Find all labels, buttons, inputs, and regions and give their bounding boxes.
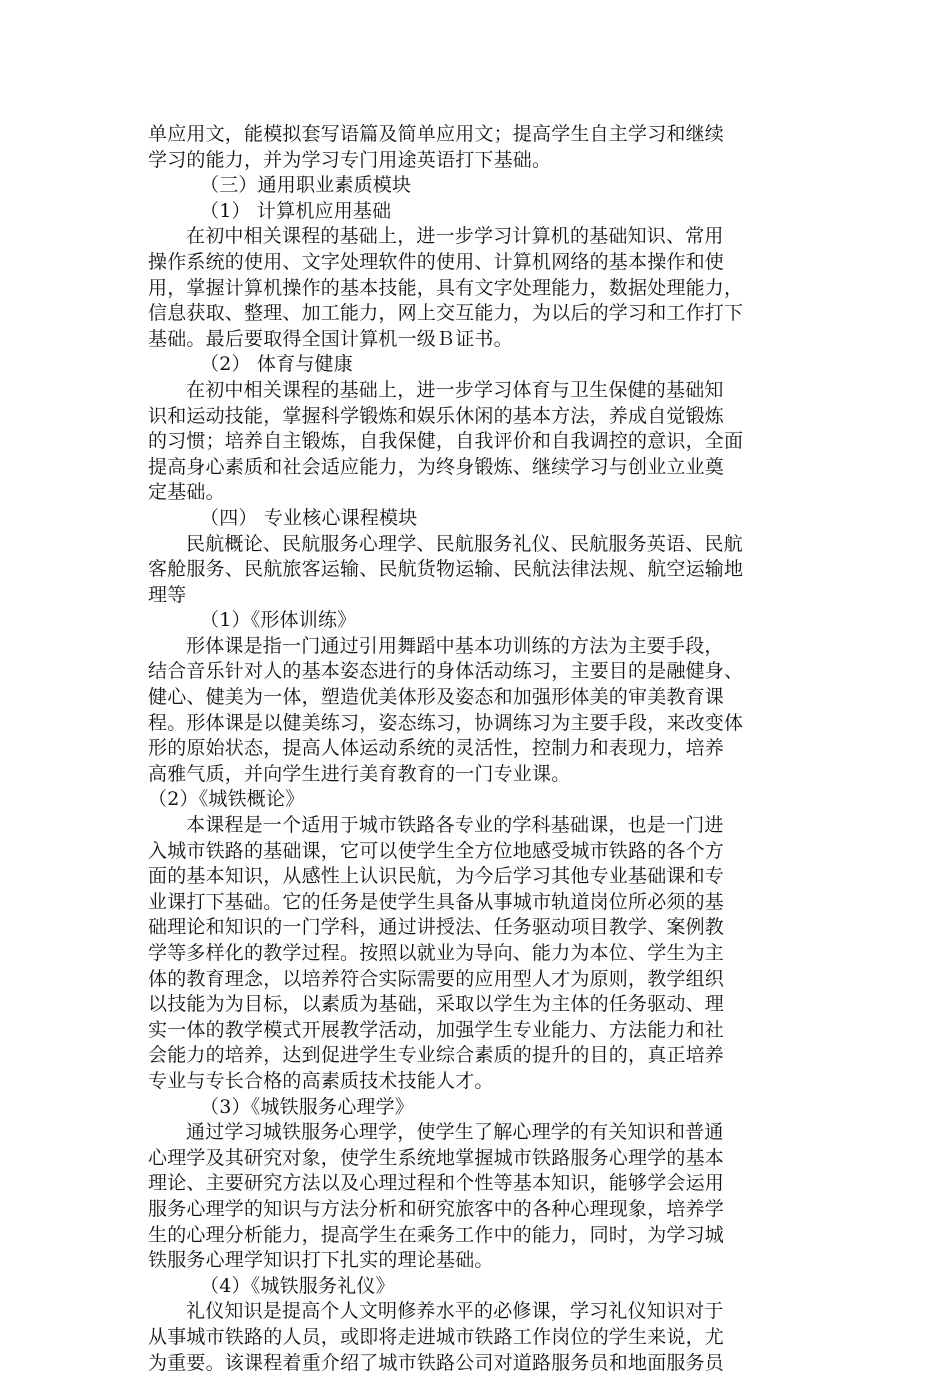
- text-line: 业课打下基础。它的任务是使学生具备从事城市轨道岗位所必须的基: [148, 890, 808, 916]
- text-line: （3）《城铁服务心理学》: [148, 1095, 808, 1121]
- text-line: 操作系统的使用、文字处理软件的使用、计算机网络的基本操作和使: [148, 250, 808, 276]
- text-line: 形的原始状态，提高人体运动系统的灵活性，控制力和表现力，培养: [148, 736, 808, 762]
- text-line: 基础。最后要取得全国计算机一级Ｂ证书。: [148, 327, 808, 353]
- text-line: （1）《形体训练》: [148, 608, 808, 634]
- text-line: （三）通用职业素质模块: [148, 173, 808, 199]
- text-line: 服务心理学的知识与方法分析和研究旅客中的各种心理现象，培养学: [148, 1197, 808, 1223]
- text-line: 学等多样化的教学过程。按照以就业为导向、能力为本位、学生为主: [148, 941, 808, 967]
- text-line: 高雅气质，并向学生进行美育教育的一门专业课。: [148, 762, 808, 788]
- text-line: 在初中相关课程的基础上，进一步学习计算机的基础知识、常用: [148, 224, 808, 250]
- text-line: 实一体的教学模式开展教学活动，加强学生专业能力、方法能力和社: [148, 1018, 808, 1044]
- text-line: （2）《城铁概论》: [148, 787, 808, 813]
- text-line: 形体课是指一门通过引用舞蹈中基本功训练的方法为主要手段，: [148, 634, 808, 660]
- text-line: （四） 专业核心课程模块: [148, 506, 808, 532]
- text-line: 程。形体课是以健美练习，姿态练习，协调练习为主要手段，来改变体: [148, 711, 808, 737]
- text-line: 单应用文，能模拟套写语篇及简单应用文；提高学生自主学习和继续: [148, 122, 808, 148]
- text-line: 心理学及其研究对象，使学生系统地掌握城市铁路服务心理学的基本: [148, 1146, 808, 1172]
- text-line: 从事城市铁路的人员，或即将走进城市铁路工作岗位的学生来说，尤: [148, 1325, 808, 1351]
- text-line: 为重要。该课程着重介绍了城市铁路公司对道路服务员和地面服务员: [148, 1351, 808, 1376]
- text-line: 会能力的培养，达到促进学生专业综合素质的提升的目的，真正培养: [148, 1043, 808, 1069]
- text-line: 定基础。: [148, 480, 808, 506]
- text-line: 识和运动技能，掌握科学锻炼和娱乐休闲的基本方法，养成自觉锻炼: [148, 404, 808, 430]
- text-line: 学习的能力，并为学习专门用途英语打下基础。: [148, 148, 808, 174]
- document-page: [148, 122, 808, 1376]
- text-line: 面的基本知识，从感性上认识民航，为今后学习其他专业基础课和专: [148, 864, 808, 890]
- text-line: 通过学习城铁服务心理学，使学生了解心理学的有关知识和普通: [148, 1120, 808, 1146]
- text-line: 体的教育理念，以培养符合实际需要的应用型人才为原则，教学组织: [148, 967, 808, 993]
- text-line: 信息获取、整理、加工能力，网上交互能力，为以后的学习和工作打下: [148, 301, 808, 327]
- text-line: 礼仪知识是提高个人文明修养水平的必修课，学习礼仪知识对于: [148, 1299, 808, 1325]
- text-line: 客舱服务、民航旅客运输、民航货物运输、民航法律法规、航空运输地: [148, 557, 808, 583]
- text-line: 理等: [148, 583, 808, 609]
- text-line: （2） 体育与健康: [148, 352, 808, 378]
- text-line: 的习惯；培养自主锻炼，自我保健，自我评价和自我调控的意识，全面: [148, 429, 808, 455]
- text-line: 铁服务心理学知识打下扎实的理论基础。: [148, 1248, 808, 1274]
- text-line: 民航概论、民航服务心理学、民航服务礼仪、民航服务英语、民航: [148, 532, 808, 558]
- text-line: 在初中相关课程的基础上，进一步学习体育与卫生保健的基础知: [148, 378, 808, 404]
- text-line: 结合音乐针对人的基本姿态进行的身体活动练习，主要目的是融健身、: [148, 659, 808, 685]
- text-line: 入城市铁路的基础课，它可以使学生全方位地感受城市铁路的各个方: [148, 839, 808, 865]
- text-line: 以技能为为目标，以素质为基础，采取以学生为主体的任务驱动、理: [148, 992, 808, 1018]
- text-line: 本课程是一个适用于城市铁路各专业的学科基础课，也是一门进: [148, 813, 808, 839]
- text-line: （4）《城铁服务礼仪》: [148, 1274, 808, 1300]
- text-line: （1） 计算机应用基础: [148, 199, 808, 225]
- text-line: 用，掌握计算机操作的基本技能，具有文字处理能力，数据处理能力，: [148, 276, 808, 302]
- text-line: 生的心理分析能力，提高学生在乘务工作中的能力，同时，为学习城: [148, 1223, 808, 1249]
- text-line: 健心、健美为一体，塑造优美体形及姿态和加强形体美的审美教育课: [148, 685, 808, 711]
- text-line: 提高身心素质和社会适应能力，为终身锻炼、继续学习与创业立业奠: [148, 455, 808, 481]
- text-line: 专业与专长合格的高素质技术技能人才。: [148, 1069, 808, 1095]
- text-line: 理论、主要研究方法以及心理过程和个性等基本知识，能够学会运用: [148, 1171, 808, 1197]
- text-line: 础理论和知识的一门学科，通过讲授法、任务驱动项目教学、案例教: [148, 915, 808, 941]
